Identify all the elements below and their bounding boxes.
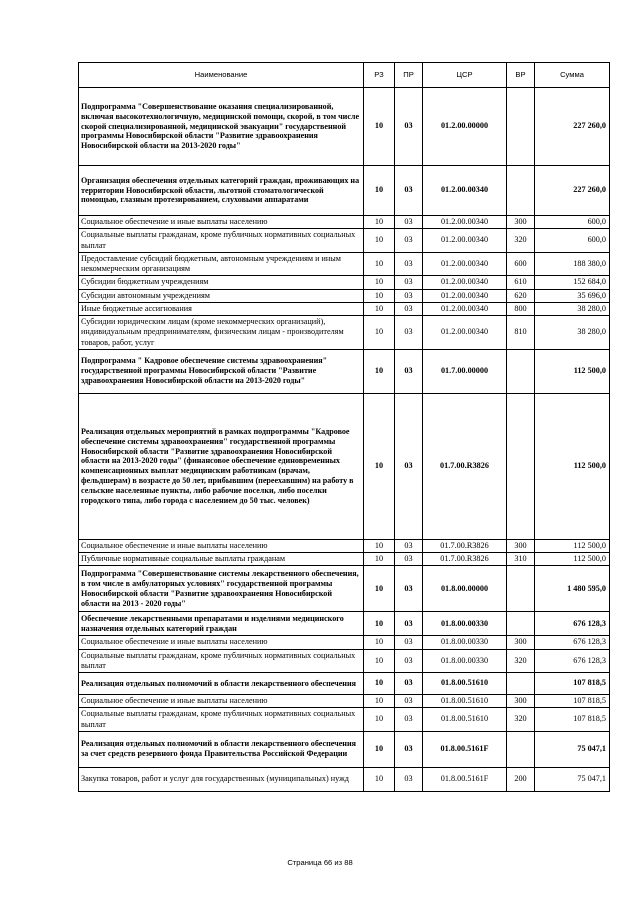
- cell-name: Социальное обеспечение и иные выплаты населению: [79, 695, 364, 708]
- cell-sum: 35 696,0: [535, 289, 610, 302]
- table-row: [79, 708, 610, 732]
- cell-pr: 03: [395, 708, 423, 732]
- cell-vr: 800: [507, 302, 535, 315]
- cell-vr: 610: [507, 276, 535, 289]
- table-row: [79, 767, 610, 791]
- cell-sum: 75 047,1: [535, 731, 610, 767]
- cell-sum: 227 260,0: [535, 166, 610, 216]
- table-row: [79, 316, 610, 350]
- cell-sum: 600,0: [535, 216, 610, 229]
- cell-rz: 10: [364, 636, 395, 649]
- table-row: [79, 289, 610, 302]
- cell-name: Социальное обеспечение и иные выплаты населению: [79, 539, 364, 552]
- cell-name: Социальные выплаты гражданам, кроме публичных нормативных социальных выплат: [79, 649, 364, 673]
- cell-csr: 01.2.00.00340: [423, 302, 507, 315]
- header-rz: РЗ: [364, 63, 395, 88]
- cell-sum: 38 280,0: [535, 302, 610, 315]
- header-csr: ЦСР: [423, 63, 507, 88]
- cell-pr: 03: [395, 695, 423, 708]
- cell-csr: 01.8.00.00330: [423, 612, 507, 636]
- table-header-row: [79, 63, 610, 88]
- cell-vr: 300: [507, 636, 535, 649]
- cell-pr: 03: [395, 349, 423, 393]
- cell-name: Субсидии бюджетным учреждениям: [79, 276, 364, 289]
- cell-pr: 03: [395, 88, 423, 166]
- cell-sum: 75 047,1: [535, 767, 610, 791]
- cell-vr: 620: [507, 289, 535, 302]
- cell-name: Субсидии автономным учреждениям: [79, 289, 364, 302]
- cell-vr: 320: [507, 649, 535, 673]
- cell-csr: 01.2.00.00340: [423, 316, 507, 350]
- cell-vr: 320: [507, 229, 535, 253]
- cell-csr: 01.2.00.00340: [423, 166, 507, 216]
- cell-name: Социальное обеспечение и иные выплаты населению: [79, 636, 364, 649]
- budget-table: [78, 62, 610, 792]
- cell-sum: 107 818,5: [535, 673, 610, 695]
- cell-csr: 01.8.00.00000: [423, 566, 507, 612]
- cell-rz: 10: [364, 302, 395, 315]
- cell-csr: 01.7.00.R3826: [423, 393, 507, 539]
- cell-sum: 1 480 595,0: [535, 566, 610, 612]
- table-row: [79, 566, 610, 612]
- cell-vr: [507, 673, 535, 695]
- cell-vr: [507, 566, 535, 612]
- cell-vr: 320: [507, 708, 535, 732]
- cell-rz: 10: [364, 88, 395, 166]
- cell-rz: 10: [364, 229, 395, 253]
- table-row: [79, 612, 610, 636]
- cell-csr: 01.2.00.00000: [423, 88, 507, 166]
- cell-rz: 10: [364, 767, 395, 791]
- cell-pr: 03: [395, 302, 423, 315]
- cell-csr: 01.8.00.5161F: [423, 731, 507, 767]
- cell-csr: 01.8.00.51610: [423, 673, 507, 695]
- cell-rz: 10: [364, 289, 395, 302]
- table-row: [79, 553, 610, 566]
- cell-sum: 188 380,0: [535, 252, 610, 276]
- cell-rz: 10: [364, 566, 395, 612]
- cell-vr: 200: [507, 767, 535, 791]
- cell-name: Социальные выплаты гражданам, кроме публичных нормативных социальных выплат: [79, 229, 364, 253]
- table-row: [79, 88, 610, 166]
- cell-sum: 38 280,0: [535, 316, 610, 350]
- cell-pr: 03: [395, 566, 423, 612]
- cell-csr: 01.8.00.51610: [423, 708, 507, 732]
- cell-vr: 810: [507, 316, 535, 350]
- cell-name: Подпрограмма " Кадровое обеспечение системы здравоохранения" государственной программы Новосибирской области "Развитие здравоохранения Новосибирской области на 2013-2020 годы": [79, 349, 364, 393]
- cell-pr: 03: [395, 539, 423, 552]
- cell-name: Публичные нормативные социальные выплаты гражданам: [79, 553, 364, 566]
- cell-sum: 112 500,0: [535, 539, 610, 552]
- cell-rz: 10: [364, 316, 395, 350]
- cell-pr: 03: [395, 673, 423, 695]
- cell-name: Социальное обеспечение и иные выплаты населению: [79, 216, 364, 229]
- cell-vr: [507, 393, 535, 539]
- cell-name: Социальные выплаты гражданам, кроме публичных нормативных социальных выплат: [79, 708, 364, 732]
- cell-name: Предоставление субсидий бюджетным, автономным учреждениям и иным некоммерческим организациям: [79, 252, 364, 276]
- cell-pr: 03: [395, 553, 423, 566]
- cell-csr: 01.8.00.00330: [423, 636, 507, 649]
- cell-pr: 03: [395, 252, 423, 276]
- cell-rz: 10: [364, 276, 395, 289]
- cell-name: Субсидии юридическим лицам (кроме некоммерческих организаций), индивидуальным предпринимателям, физическим лицам - производителям товаров, работ, услуг: [79, 316, 364, 350]
- cell-vr: [507, 612, 535, 636]
- cell-csr: 01.7.00.R3826: [423, 553, 507, 566]
- table-row: [79, 166, 610, 216]
- cell-rz: 10: [364, 649, 395, 673]
- cell-pr: 03: [395, 316, 423, 350]
- cell-rz: 10: [364, 553, 395, 566]
- cell-pr: 03: [395, 289, 423, 302]
- cell-name: Подпрограмма "Совершенствование оказания специализированной, включая высокотехнологичную, медицинской помощи, скорой, в том числе скорой специализированной, медицинской эвакуации" государственной программы Новосибирской области "Развитие здравоохранения Новосибирской области на 2013-2020 годы": [79, 88, 364, 166]
- cell-rz: 10: [364, 166, 395, 216]
- table-row: [79, 229, 610, 253]
- table-row: [79, 636, 610, 649]
- table-row: [79, 695, 610, 708]
- cell-name: Организация обеспечения отдельных категорий граждан, проживающих на территории Новосибирской области, льготной стоматологической помощью, глазным протезированием, слуховыми аппаратами: [79, 166, 364, 216]
- table-row: [79, 216, 610, 229]
- cell-sum: 600,0: [535, 229, 610, 253]
- table-row: [79, 393, 610, 539]
- cell-pr: 03: [395, 767, 423, 791]
- cell-csr: 01.8.00.5161F: [423, 767, 507, 791]
- cell-rz: 10: [364, 539, 395, 552]
- cell-pr: 03: [395, 393, 423, 539]
- cell-sum: 152 684,0: [535, 276, 610, 289]
- cell-rz: 10: [364, 695, 395, 708]
- cell-vr: 310: [507, 553, 535, 566]
- cell-csr: 01.2.00.00340: [423, 289, 507, 302]
- cell-rz: 10: [364, 708, 395, 732]
- header-pr: ПР: [395, 63, 423, 88]
- cell-rz: 10: [364, 216, 395, 229]
- cell-pr: 03: [395, 229, 423, 253]
- cell-rz: 10: [364, 673, 395, 695]
- cell-sum: 112 500,0: [535, 553, 610, 566]
- cell-sum: 107 818,5: [535, 695, 610, 708]
- cell-csr: 01.2.00.00340: [423, 229, 507, 253]
- cell-csr: 01.7.00.R3826: [423, 539, 507, 552]
- cell-pr: 03: [395, 636, 423, 649]
- table-row: [79, 539, 610, 552]
- cell-name: Обеспечение лекарственными препаратами и изделиями медицинского назначения отдельных категорий граждан: [79, 612, 364, 636]
- table-row: [79, 649, 610, 673]
- cell-name: Подпрограмма "Совершенствование системы лекарственного обеспечения, в том числе в амбулаторных условиях" государственной программы Новосибирской области "Развитие здравоохранения Новосибирской области на 2013 - 2020 годы": [79, 566, 364, 612]
- cell-pr: 03: [395, 166, 423, 216]
- cell-vr: [507, 349, 535, 393]
- cell-sum: 676 128,3: [535, 649, 610, 673]
- cell-vr: [507, 731, 535, 767]
- cell-name: Иные бюджетные ассигнования: [79, 302, 364, 315]
- cell-vr: 600: [507, 252, 535, 276]
- cell-name: Реализация отдельных полномочий в области лекарственного обеспечения за счет средств резервного фонда Правительства Российской Федерации: [79, 731, 364, 767]
- cell-rz: 10: [364, 731, 395, 767]
- cell-csr: 01.2.00.00340: [423, 252, 507, 276]
- cell-csr: 01.7.00.00000: [423, 349, 507, 393]
- cell-csr: 01.8.00.51610: [423, 695, 507, 708]
- header-sum: Сумма: [535, 63, 610, 88]
- cell-sum: 676 128,3: [535, 636, 610, 649]
- table-row: [79, 731, 610, 767]
- cell-vr: 300: [507, 539, 535, 552]
- cell-vr: [507, 166, 535, 216]
- cell-name: Закупка товаров, работ и услуг для государственных (муниципальных) нужд: [79, 767, 364, 791]
- cell-rz: 10: [364, 612, 395, 636]
- cell-csr: 01.2.00.00340: [423, 276, 507, 289]
- cell-csr: 01.8.00.00330: [423, 649, 507, 673]
- cell-sum: 227 260,0: [535, 88, 610, 166]
- header-vr: ВР: [507, 63, 535, 88]
- page-footer: Страница 66 из 88: [287, 858, 353, 867]
- cell-vr: 300: [507, 216, 535, 229]
- cell-rz: 10: [364, 252, 395, 276]
- cell-rz: 10: [364, 393, 395, 539]
- cell-vr: 300: [507, 695, 535, 708]
- cell-sum: 676 128,3: [535, 612, 610, 636]
- cell-name: Реализация отдельных полномочий в области лекарственного обеспечения: [79, 673, 364, 695]
- table-row: [79, 673, 610, 695]
- cell-rz: 10: [364, 349, 395, 393]
- cell-pr: 03: [395, 216, 423, 229]
- cell-sum: 107 818,5: [535, 708, 610, 732]
- cell-sum: 112 500,0: [535, 393, 610, 539]
- cell-vr: [507, 88, 535, 166]
- cell-sum: 112 500,0: [535, 349, 610, 393]
- cell-pr: 03: [395, 612, 423, 636]
- table-row: [79, 252, 610, 276]
- cell-pr: 03: [395, 731, 423, 767]
- table-row: [79, 276, 610, 289]
- table-row: [79, 302, 610, 315]
- header-name: Наименование: [79, 63, 364, 88]
- table-row: [79, 349, 610, 393]
- cell-name: Реализация отдельных мероприятий в рамках подпрограммы "Кадровое обеспечение системы здравоохранения" государственной программы Новосибирской области "Развитие здравоохранения Новосибирской области на 2013-2020 годы" (финансовое обеспечение единовременных компенсационных выплат медицинским работникам (врачам, фельдшерам) в возрасте до 50 лет, прибывшим (переехавшим) на работу в сельские населенные пункты, либо рабочие поселки, либо поселки городского типа, либо города с населением до 50 тыс. человек): [79, 393, 364, 539]
- cell-csr: 01.2.00.00340: [423, 216, 507, 229]
- budget-table-sheet: [78, 62, 609, 792]
- cell-pr: 03: [395, 649, 423, 673]
- cell-pr: 03: [395, 276, 423, 289]
